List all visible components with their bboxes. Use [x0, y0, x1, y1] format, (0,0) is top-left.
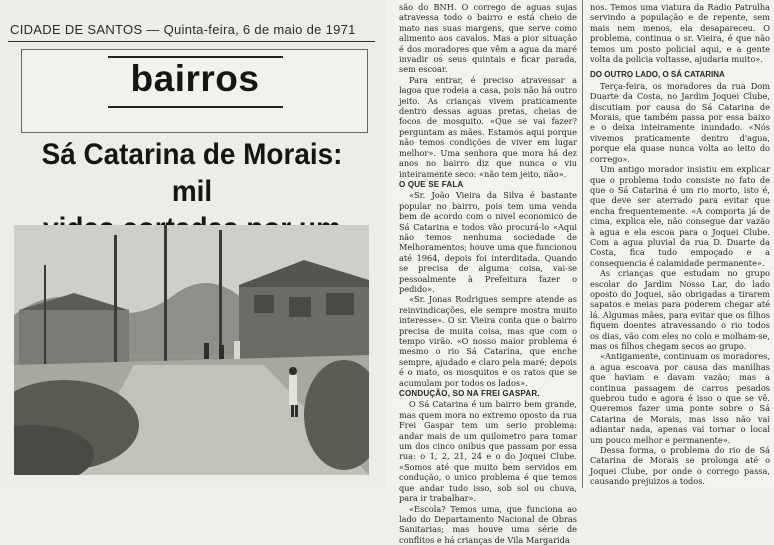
subheading: DO OUTRO LADO, O SÁ CATARINA [590, 70, 770, 80]
article-column-2 [590, 2, 770, 487]
dateline-separator: — [146, 22, 159, 37]
news-photo [14, 225, 369, 475]
subheading: CONDUÇÃO, SO NA FREI GASPAR. [399, 389, 577, 399]
paragraph: Para entrar, é preciso atravessar a lagoa que rodeia a casa, pois não há outro jeito. As crianças vivem praticamente dentro dessas aguas pretas, cheias de focos de mosquito. «Que se vai fazer? perguntam as mães. Estamos aqui porque não temos condições de viver em lugar melhor». Uma senhora que mora há dez anos no bairro diz que nunca o viu inteiramente seco: «não tem jeito, não». [399, 75, 577, 179]
column-divider [582, 0, 583, 488]
dateline [10, 22, 356, 37]
article-column-1 [399, 2, 577, 545]
paragraph: «Sr. Jonas Rodrigues sempre atende as reinvindicações, ele sempre mostra muito interesse». O sr. Vieira conta que o bairro precisa de muita coisa, mas que com o tempo virão. «O nosso maior problema é mesmo o rio Sá Catarina, que enche sempre, ajudado e claro pela maré; depois é o mato, os mosquitos e os ratos que se acumulam por todos os lados». [399, 294, 577, 388]
paragraph: «Sr. João Vieira da Silva é bastante popular no bairro, pois tem uma venda bem de acordo com o nivel economico de Sá Catarina e todos vão procurá-lo «Aqui não temos nenhuma sociedade de Melhoramentos; houve uma que funcionou até 1964, depois foi interditada. Quando se precisa de alguma coisa, vai-se pessoalmente à Prefeitura fazer o pedido». [399, 190, 577, 294]
paragraph: O Sá Catarina é um bairro bem grande, mas quem mora no extremo oposto da rua Frei Gaspar tem um serio problema: andar mais de um quilometro para tomar um dos cinco onibus que passam por essa rua: o 1, 2, 21, 24 e o do Joquei Clube. «Somos até que muito bem servidos em condução, o unico problema é que temos que andar tudo isso, sob sol ou chuva, para ir trabalhar». [399, 399, 577, 503]
paragraph: são do BNH. O corrego de aguas sujas atravessa todo o bairro e está cheio de mato nas suas margens, que serve como alimento aos cavalos. Mas a pior situação é dos moradores que vêm a agua da maré invadir os seus quintais e ficar parada, sem escoar. [399, 2, 577, 75]
street-scene-icon [14, 225, 369, 475]
paragraph: «Escola? Temos uma, que funciona ao lado do Departamento Nacional de Obras Sanitarias; mas houve uma série de conflitos e há crianças de Vila Margarida [399, 504, 577, 545]
paragraph: As crianças que estudam no grupo escolar do Jardim Nosso Lar, do lado oposto do Joquei, são obrigadas a tirarem sapatos e meias para poderem chegar até lá. Algumas mães, para evitar que os filhos fiquem doentes atravessando o rio todos os dias, vão com eles no colo e molham-se, mas os filhos chegam secos ao grupo. [590, 268, 770, 351]
paragraph: Terça-feira, os moradores da rua Dom Duarte da Costa, no Jardim Joquei Clube, discutiam por causa do Sá Catarina de Morais, que também passa por essa baixo e o deixa inteiramente inundado. «Nós vivemos praticamente dentro d'agua, porque ela quase nunca volta ao leito do corrego». [590, 81, 770, 164]
paragraph: nos. Temos uma viatura da Radio Patrulha servindo a população e de repente, sem mais nem menos, ela desapareceu. O problema, continua o sr. Vieira, é que não temos um posto policial aqui, e a gente volta da policia voltasse, ajudaria muito». [590, 2, 770, 64]
paragraph: Um antigo morador insistiu em explicar que o problema todo consiste no fato de que o Sá Catarina é um rio morto, isto é, que deve ser aterrado para evitar que encha frequentemente. «A comporta já de cima, explica ele, não consegue dar vazão à agua e ela escoa para o Joquei Clube. Com a agua pluvial da rua D. Duarte da Costa, fica tudo empoçado e a consequencia é calamidade permanente». [590, 164, 770, 268]
left-panel [0, 0, 383, 488]
header-rule [8, 41, 375, 42]
newspaper-name: CIDADE DE SANTOS [10, 22, 142, 37]
section-rule-bottom [108, 106, 283, 108]
section-tag: bairros [95, 58, 295, 100]
publication-date: Quinta-feira, 6 de maio de 1971 [164, 22, 356, 37]
paragraph: «Antigamente, continuam os moradores, a agua escoava por causa das manilhas que haviam e davam vazão; mas a continua passagem de carros pesados quebrou tudo e agora é isso o que se vê. Queremos fazer uma ponte sobre o Sá Catarina de Morais, mas isso não vai adiantar nada, apenas vai tornar o local um pouco melhor e permanente». [590, 351, 770, 445]
paragraph: Dessa forma, o problema do rio de Sá Catarina de Morais se prolonga até o Joquei Clube, por onde o corrego passa, causando prejuizos a todos. [590, 445, 770, 487]
headline-line-1: Sá Catarina de Morais: mil [26, 136, 357, 210]
subheading: O QUE SE FALA [399, 180, 577, 190]
